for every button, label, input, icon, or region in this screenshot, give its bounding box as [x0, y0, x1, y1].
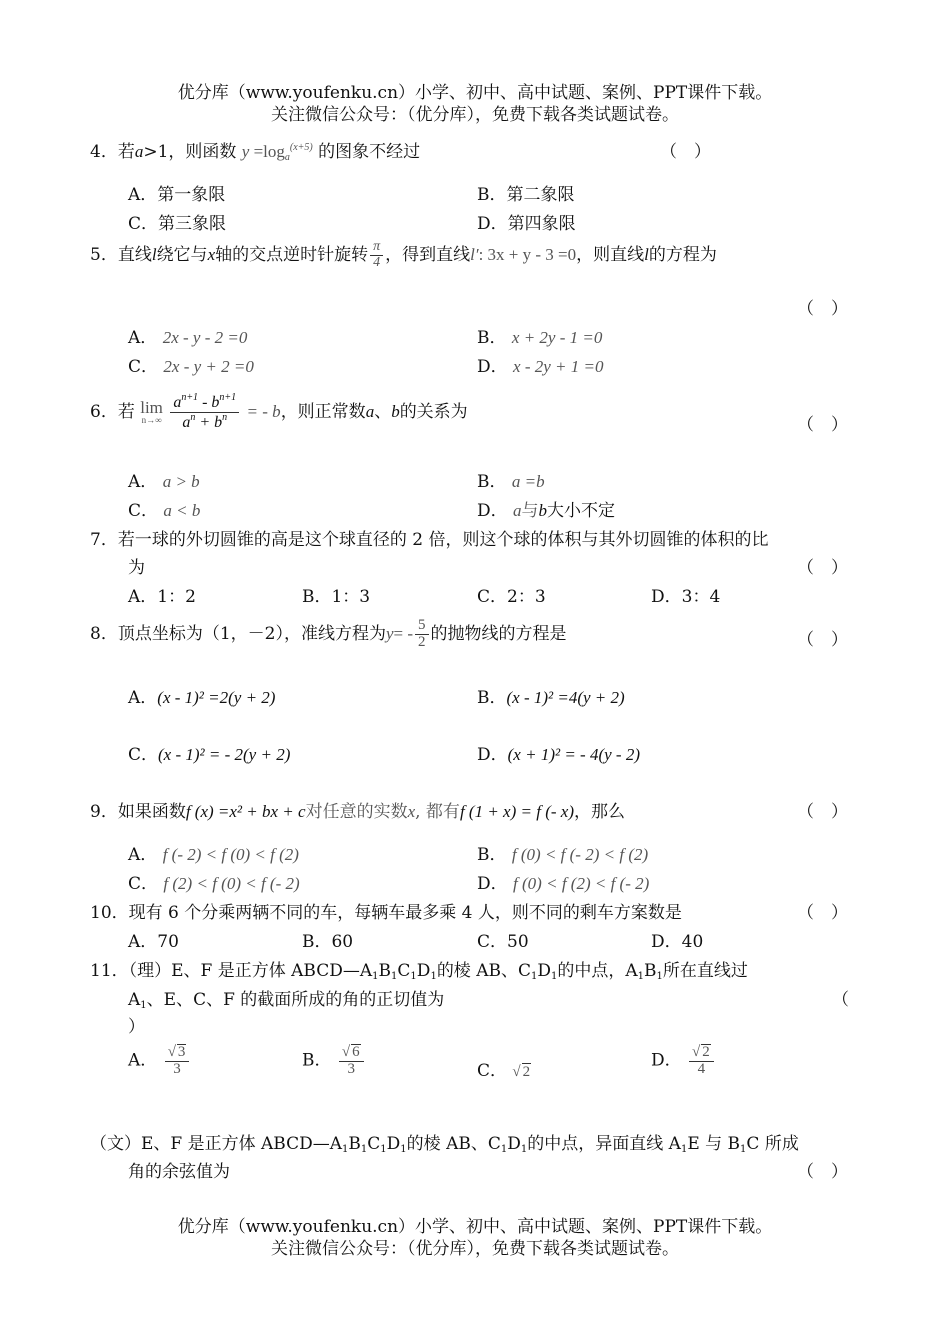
- q7-option-c: C．2：3: [477, 587, 546, 607]
- question-9-answer-paren: （ ）: [797, 802, 848, 822]
- q11-option-b: B． $\frac{√ 6}{3}$: [302, 1044, 366, 1078]
- q5-option-b: B． x + 2y - 1 =0: [477, 328, 603, 348]
- q5-option-c: C． 2x - y + 2 =0: [128, 357, 254, 377]
- q4-option-b: B．第二象限: [477, 185, 575, 205]
- q10-option-a: A．70: [128, 932, 179, 952]
- question-7-answer-paren: （ ）: [797, 558, 848, 578]
- question-4: 4．若a>1，则函数 $y =\log_a^{(x+5)}$ 的图象不经过: [90, 142, 421, 163]
- q4-option-d: D．第四象限: [477, 214, 576, 234]
- q8-option-d: D．(x + 1)² = - 4(y - 2): [477, 745, 640, 765]
- question-11-wen-line-2: 角的余弦值为: [128, 1162, 230, 1182]
- question-11-wen-answer-paren: （ ）: [797, 1162, 848, 1182]
- q9-option-d: D． f (0) < f (2) < f (- 2): [477, 874, 650, 894]
- q7-option-b: B．1：3: [302, 587, 371, 607]
- q11-option-a: A． $\frac{√ 3}{3}$: [128, 1044, 191, 1078]
- q8-option-c: C．(x - 1)² = - 2(y + 2): [128, 745, 291, 765]
- q5-option-d: D． x - 2y + 1 =0: [477, 357, 604, 377]
- q5-option-a: A． 2x - y - 2 =0: [128, 328, 248, 348]
- q9-option-c: C． f (2) < f (0) < f (- 2): [128, 874, 300, 894]
- question-6: 6．若 lim n→∞ $\frac{a^{n+1} - b^{n+1}}{a^n + b^n}$ = - b，则正常数a、b的关系为: [90, 392, 468, 431]
- question-7-line-2: 为: [128, 558, 145, 578]
- q8-option-a: A．(x - 1)² =2(y + 2): [128, 688, 276, 708]
- q11-option-d: D． $\frac{√ 2}{4}$: [651, 1044, 716, 1078]
- question-7-line-1: 7．若一球的外切圆锥的高是这个球直径的 2 倍，则这个球的体积与其外切圆锥的体积的比: [90, 530, 769, 550]
- q10-option-d: D．40: [651, 932, 704, 952]
- q9-option-b: B． f (0) < f (- 2) < f (2): [477, 845, 649, 865]
- question-4-answer-paren: （ ）: [660, 142, 711, 162]
- header-line-1: 优分库（www.youfenku.cn）小学、初中、高中试题、案例、PPT课件下载。: [177, 83, 773, 103]
- question-11-line-1: 11．（理）E、F 是正方体 $ABCD—A_1B_1C_1D_1$的棱 AB、$C_1D_1$的中点，$A_1B_1$所在直线过: [90, 961, 748, 982]
- question-10-answer-paren: （ ）: [797, 903, 848, 923]
- question-8: 8．顶点坐标为（1，－2），准线方程为y= - $\frac{5}{2}$ 的抛物线的方程是: [90, 617, 567, 650]
- question-11-paren-open: （: [832, 990, 849, 1010]
- question-10: 10．现有 6 个分乘两辆不同的车，每辆车最多乘 4 人，则不同的剩车方案数是: [90, 903, 682, 923]
- question-5-answer-paren: （ ）: [797, 299, 848, 319]
- q8-option-b: B．(x - 1)² =4(y + 2): [477, 688, 625, 708]
- q7-option-d: D．3：4: [651, 587, 721, 607]
- q4-option-a: A．第一象限: [128, 185, 226, 205]
- header-line-2: 关注微信公众号：（优分库），免费下载各类试题试卷。: [271, 105, 679, 125]
- footer-line-1: 优分库（www.youfenku.cn）小学、初中、高中试题、案例、PPT课件下载。: [177, 1217, 773, 1237]
- q10-option-b: B．60: [302, 932, 354, 952]
- q10-option-c: C．50: [477, 932, 529, 952]
- q4-option-c: C．第三象限: [128, 214, 227, 234]
- question-9: 9．如果函数f (x) =x² + bx + c对任意的实数x, 都有f (1 + x) = f (- x)，那么: [90, 802, 625, 822]
- q6-option-a: A． a > b: [128, 472, 200, 492]
- question-8-answer-paren: （ ）: [797, 630, 848, 650]
- q11-option-c: C． √ 2: [477, 1061, 531, 1081]
- q6-option-c: C． a < b: [128, 501, 201, 521]
- q9-option-a: A． f (- 2) < f (0) < f (2): [128, 845, 299, 865]
- question-5: 5．直线l绕它与x轴的交点逆时针旋转 $\frac{\pi}{4}$ ，得到直线l′: 3x + y - 3 =0，则直线l的方程为: [90, 239, 717, 270]
- question-6-answer-paren: （ ）: [797, 415, 848, 435]
- question-11-line-2: $A_1$、E、C、F 的截面所成的角的正切值为: [128, 990, 445, 1011]
- q6-option-d: D． a与b大小不定: [477, 501, 616, 521]
- question-11-paren-close: ）: [128, 1017, 145, 1037]
- q6-option-b: B． a =b: [477, 472, 545, 492]
- footer-line-2: 关注微信公众号：（优分库），免费下载各类试题试卷。: [271, 1239, 679, 1259]
- q7-option-a: A．1：2: [128, 587, 196, 607]
- question-11-wen-line-1: （文）E、F 是正方体 $ABCD—A_1B_1C_1D_1$的棱 AB、$C_1D_1$的中点，异面直线 $A_1E$ 与 $B_1C$ 所成: [90, 1134, 799, 1155]
